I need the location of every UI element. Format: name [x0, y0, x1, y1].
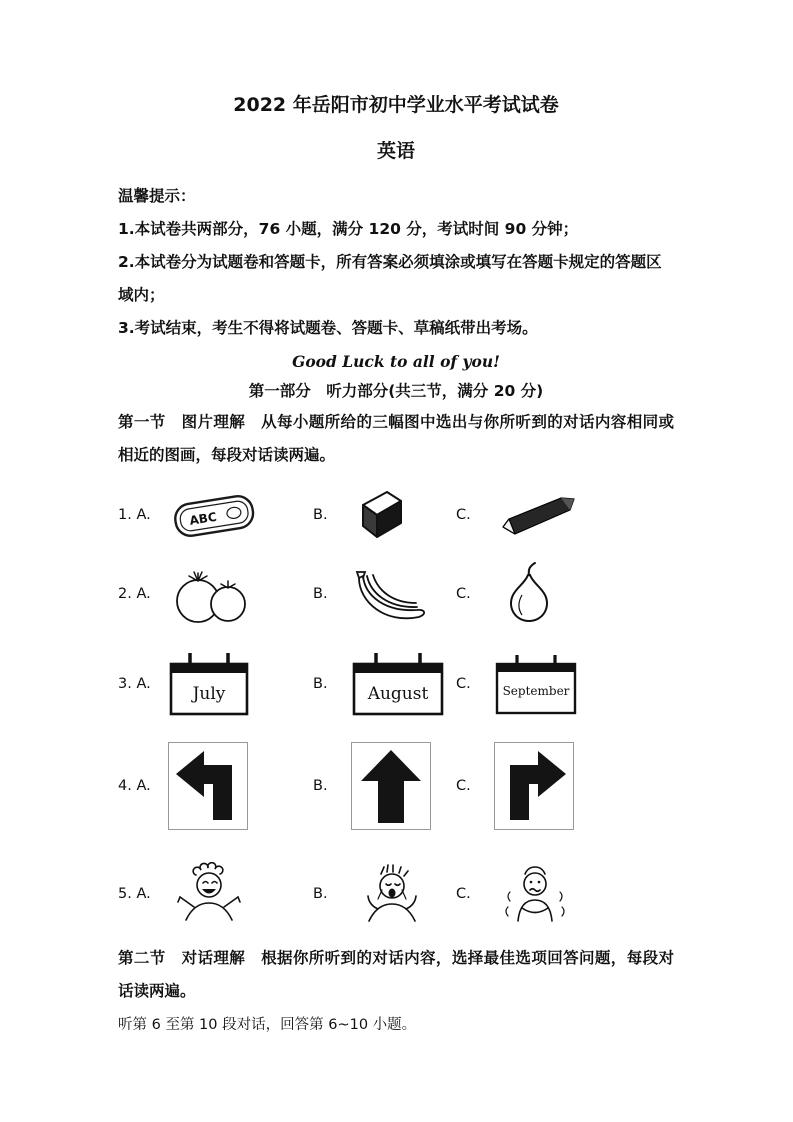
pencil-case-label: ABC — [188, 509, 218, 528]
question-4-option-c-image — [494, 742, 674, 830]
calendar-july-label: July — [192, 684, 226, 704]
notice-line-1: 1.本试卷共两部分，76 小题，满分 120 分，考试时间 90 分钟； — [118, 220, 579, 238]
crying-person-icon — [351, 862, 433, 926]
question-1-option-c-image — [494, 490, 674, 540]
section2-instructions: 第二节 对话理解 根据你所听到的对话内容，选择最佳选项回答问题，每段对话读两遍。 — [118, 949, 674, 1000]
pear-icon — [494, 561, 564, 627]
question-5-option-c-image — [494, 862, 674, 926]
question-5-option-a-label: 5. A. — [118, 886, 151, 902]
question-2-option-b-label: B. — [313, 586, 328, 602]
question-3-option-c-image — [494, 652, 674, 716]
notice-line-3: 3.考试结束，考生不得将试题卷、答题卡、草稿纸带出考场。 — [118, 319, 538, 337]
question-1-option-a-label: 1. A. — [118, 507, 151, 523]
section1-instructions: 第一节 图片理解 从每小题所给的三幅图中选出与你所听到的对话内容相同或相近的图画，每段对话读两遍。 — [118, 413, 674, 464]
turn-right-arrow-icon — [494, 742, 574, 830]
question-5-option-c-label: C. — [456, 886, 471, 902]
eraser-icon — [351, 485, 409, 545]
question-row-3 — [118, 642, 674, 726]
question-1-option-b-label: B. — [313, 507, 328, 523]
question-2-option-b-image — [351, 566, 456, 622]
question-row-2 — [118, 554, 674, 634]
question-3-option-b-image — [351, 650, 456, 718]
dialogs-note: 听第 6 至第 10 段对话，回答第 6~10 小题。 — [118, 1017, 417, 1033]
page-title: 2022 年岳阳市初中学业水平考试试卷 — [233, 94, 559, 116]
notice-heading: 温馨提示： — [118, 187, 196, 205]
question-4-option-a-label: 4. A. — [118, 778, 151, 794]
part1-heading: 第一部分 听力部分(共三节，满分 20 分) — [248, 382, 544, 400]
question-4-option-b-label: B. — [313, 778, 328, 794]
calendar-september-label: September — [502, 684, 570, 698]
good-luck-text: Good Luck to all of you! — [292, 352, 500, 371]
shivering-person-icon — [494, 862, 576, 926]
question-row-1 — [118, 476, 674, 554]
laughing-person-icon — [168, 862, 250, 926]
bananas-icon — [351, 566, 435, 622]
calendar-august-icon — [351, 650, 445, 718]
question-1-option-c-label: C. — [456, 507, 471, 523]
exam-page — [118, 92, 674, 1040]
question-4-option-c-label: C. — [456, 778, 471, 794]
question-4-option-b-image — [351, 742, 456, 830]
question-5-option-a-image — [168, 862, 313, 926]
question-1-option-b-image — [351, 485, 456, 545]
tomatoes-icon — [168, 563, 252, 625]
question-3-option-c-label: C. — [456, 676, 471, 692]
question-row-5 — [118, 854, 674, 934]
question-2-option-a-image — [168, 563, 313, 625]
question-row-4 — [118, 738, 674, 834]
notice-line-2: 2.本试卷分为试题卷和答题卡，所有答案必须填涂或填写在答题卡规定的答题区域内； — [118, 253, 662, 304]
calendar-september-icon — [494, 652, 578, 716]
pencil-case-icon — [168, 486, 260, 544]
question-4-option-a-image — [168, 742, 313, 830]
calendar-august-label: August — [367, 684, 429, 704]
subject-title: 英语 — [376, 140, 415, 162]
question-3-option-a-label: 3. A. — [118, 676, 151, 692]
up-arrow-icon — [351, 742, 431, 830]
question-1-option-a-image — [168, 486, 313, 544]
pencil-icon — [494, 490, 580, 540]
question-3-option-b-label: B. — [313, 676, 328, 692]
question-2-option-c-label: C. — [456, 586, 471, 602]
question-2-option-a-label: 2. A. — [118, 586, 151, 602]
question-5-option-b-image — [351, 862, 456, 926]
question-2-option-c-image — [494, 561, 674, 627]
question-5-option-b-label: B. — [313, 886, 328, 902]
question-3-option-a-image — [168, 650, 313, 718]
calendar-july-icon — [168, 650, 250, 718]
turn-left-arrow-icon — [168, 742, 248, 830]
